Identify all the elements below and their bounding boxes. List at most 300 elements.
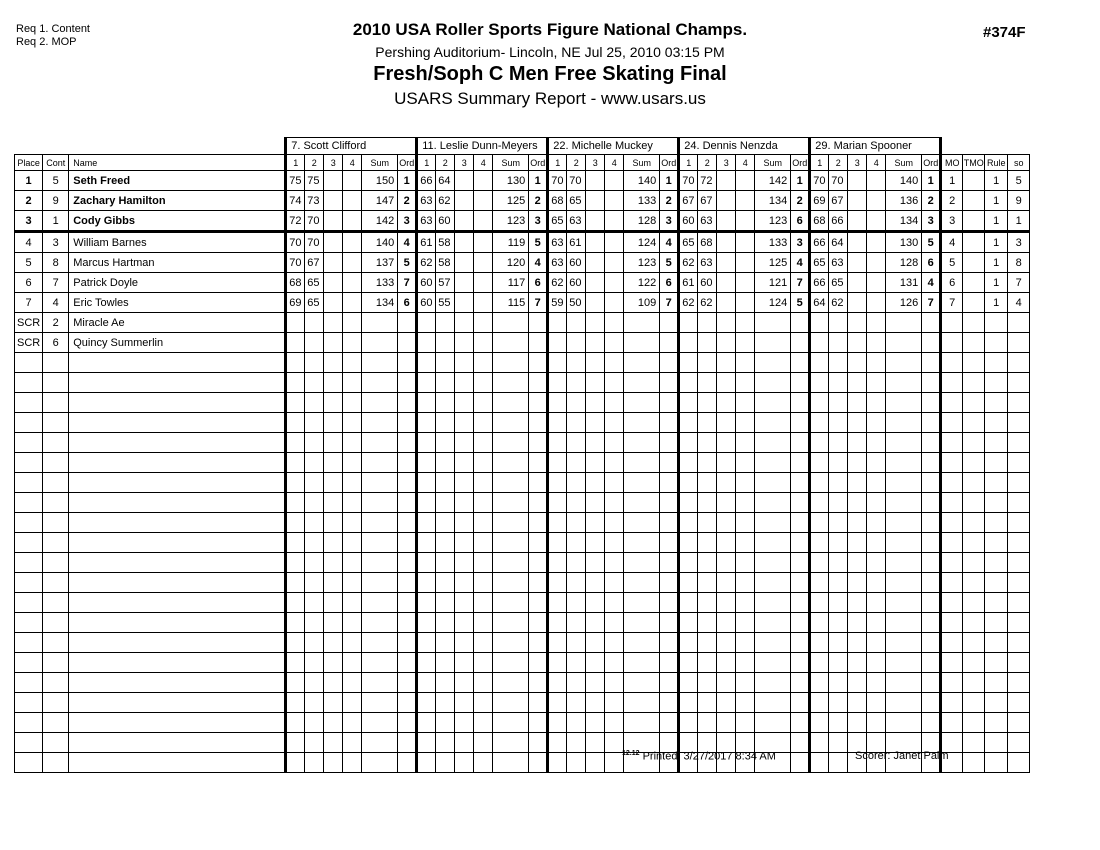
cell-score bbox=[717, 613, 736, 633]
cell-score: 63 bbox=[548, 232, 567, 253]
cell-tmo bbox=[963, 573, 985, 593]
cell-score bbox=[417, 753, 436, 773]
cell-ord bbox=[922, 653, 941, 673]
cell-cont bbox=[43, 653, 69, 673]
cell-score bbox=[474, 273, 493, 293]
cell-score bbox=[605, 273, 624, 293]
cell-score bbox=[286, 673, 305, 693]
cell-score bbox=[867, 373, 886, 393]
cell-score bbox=[286, 453, 305, 473]
cell-score bbox=[474, 333, 493, 353]
cell-score: 63 bbox=[567, 211, 586, 232]
cell-score bbox=[736, 493, 755, 513]
cell-score bbox=[717, 232, 736, 253]
cell-ord bbox=[529, 673, 548, 693]
header-judge-sub-1: 1 bbox=[679, 155, 698, 171]
cell-score bbox=[605, 753, 624, 773]
cell-ord bbox=[660, 313, 679, 333]
cell-score bbox=[286, 473, 305, 493]
cell-score bbox=[586, 633, 605, 653]
cell-rule bbox=[985, 393, 1008, 413]
cell-score bbox=[324, 293, 343, 313]
table-row bbox=[15, 613, 1030, 633]
cell-score: 63 bbox=[829, 253, 848, 273]
cell-rule bbox=[985, 633, 1008, 653]
cell-ord bbox=[529, 593, 548, 613]
cell-cont bbox=[43, 713, 69, 733]
cell-score bbox=[736, 413, 755, 433]
cell-tmo bbox=[963, 693, 985, 713]
cell-score bbox=[867, 313, 886, 333]
cell-rule bbox=[985, 313, 1008, 333]
cell-score bbox=[736, 393, 755, 413]
cell-score bbox=[848, 673, 867, 693]
cell-score bbox=[474, 373, 493, 393]
cell-score: 67 bbox=[305, 253, 324, 273]
cell-score bbox=[736, 453, 755, 473]
cell-score bbox=[474, 493, 493, 513]
cell-score bbox=[567, 613, 586, 633]
cell-mo bbox=[941, 653, 963, 673]
header-judge-sub-ord: Ord bbox=[660, 155, 679, 171]
cell-rule bbox=[985, 353, 1008, 373]
cell-sum bbox=[886, 313, 922, 333]
cell-score bbox=[455, 533, 474, 553]
cell-score: 65 bbox=[679, 232, 698, 253]
cell-score bbox=[567, 633, 586, 653]
cell-sum: 130 bbox=[886, 232, 922, 253]
cell-score bbox=[698, 593, 717, 613]
cell-rule: 1 bbox=[985, 232, 1008, 253]
cell-score bbox=[605, 473, 624, 493]
cell-score bbox=[436, 313, 455, 333]
cell-sum bbox=[362, 413, 398, 433]
cell-score bbox=[717, 693, 736, 713]
cell-place bbox=[15, 553, 43, 573]
cell-so: 8 bbox=[1008, 253, 1030, 273]
cell-score bbox=[474, 433, 493, 453]
cell-rule bbox=[985, 713, 1008, 733]
cell-sum bbox=[493, 753, 529, 773]
cell-sum bbox=[493, 713, 529, 733]
cell-score bbox=[548, 373, 567, 393]
cell-score bbox=[717, 171, 736, 191]
cell-score bbox=[455, 393, 474, 413]
cell-sum bbox=[362, 493, 398, 513]
cell-score bbox=[848, 533, 867, 553]
cell-score: 60 bbox=[417, 293, 436, 313]
cell-mo bbox=[941, 393, 963, 413]
cell-name: Seth Freed bbox=[69, 171, 286, 191]
cell-score bbox=[474, 733, 493, 753]
cell-tmo bbox=[963, 273, 985, 293]
cell-sum bbox=[886, 373, 922, 393]
cell-score bbox=[605, 633, 624, 653]
cell-score bbox=[829, 433, 848, 453]
cell-so bbox=[1008, 493, 1030, 513]
cell-score bbox=[455, 253, 474, 273]
cell-sum bbox=[493, 453, 529, 473]
cell-score bbox=[698, 613, 717, 633]
cell-sum: 147 bbox=[362, 191, 398, 211]
cell-place bbox=[15, 573, 43, 593]
cell-score bbox=[548, 693, 567, 713]
page-title: 2010 USA Roller Sports Figure National Champs. bbox=[352, 20, 748, 39]
cell-ord bbox=[660, 533, 679, 553]
cell-score bbox=[736, 513, 755, 533]
cell-sum bbox=[755, 573, 791, 593]
scorer-line: Scorer: Janet Palm bbox=[855, 750, 949, 762]
cell-score bbox=[810, 393, 829, 413]
cell-place: 5 bbox=[15, 253, 43, 273]
cell-rule bbox=[985, 733, 1008, 753]
cell-score bbox=[679, 693, 698, 713]
cell-sum bbox=[493, 633, 529, 653]
cell-score bbox=[436, 713, 455, 733]
cell-score bbox=[455, 653, 474, 673]
cell-ord bbox=[791, 753, 810, 773]
cell-tmo bbox=[963, 453, 985, 473]
table-row bbox=[15, 573, 1030, 593]
table-row bbox=[15, 333, 1030, 353]
cell-ord: 3 bbox=[922, 211, 941, 232]
cell-score bbox=[343, 191, 362, 211]
cell-score bbox=[474, 713, 493, 733]
cell-score bbox=[736, 633, 755, 653]
cell-score bbox=[548, 533, 567, 553]
header-judge-sub-4: 4 bbox=[736, 155, 755, 171]
cell-score bbox=[586, 413, 605, 433]
cell-score: 65 bbox=[305, 273, 324, 293]
cell-cont bbox=[43, 733, 69, 753]
cell-score bbox=[848, 613, 867, 633]
cell-sum bbox=[362, 713, 398, 733]
cell-score bbox=[829, 753, 848, 773]
cell-ord bbox=[922, 553, 941, 573]
cell-score bbox=[867, 413, 886, 433]
cell-so bbox=[1008, 633, 1030, 653]
cell-score bbox=[567, 513, 586, 533]
cell-cont: 5 bbox=[43, 171, 69, 191]
header-judge-sub-3: 3 bbox=[586, 155, 605, 171]
cell-score bbox=[286, 333, 305, 353]
cell-so bbox=[1008, 573, 1030, 593]
cell-score bbox=[848, 273, 867, 293]
header-judge-sub-sum: Sum bbox=[362, 155, 398, 171]
cell-score bbox=[417, 653, 436, 673]
cell-ord: 1 bbox=[660, 171, 679, 191]
cell-score bbox=[286, 653, 305, 673]
table-row bbox=[15, 232, 1030, 253]
cell-score bbox=[717, 313, 736, 333]
cell-score bbox=[436, 373, 455, 393]
cell-score bbox=[474, 593, 493, 613]
cell-place: 7 bbox=[15, 293, 43, 313]
cell-ord bbox=[529, 633, 548, 653]
cell-score bbox=[698, 693, 717, 713]
cell-ord bbox=[398, 653, 417, 673]
cell-name: Marcus Hartman bbox=[69, 253, 286, 273]
cell-score: 70 bbox=[305, 211, 324, 232]
cell-name: Zachary Hamilton bbox=[69, 191, 286, 211]
cell-score bbox=[736, 373, 755, 393]
header-tmo: TMO bbox=[963, 155, 985, 171]
cell-place: 3 bbox=[15, 211, 43, 232]
cell-mo: 2 bbox=[941, 191, 963, 211]
cell-score bbox=[343, 333, 362, 353]
table-row bbox=[15, 553, 1030, 573]
cell-score bbox=[305, 693, 324, 713]
cell-ord: 5 bbox=[398, 253, 417, 273]
cell-mo: 7 bbox=[941, 293, 963, 313]
cell-cont bbox=[43, 673, 69, 693]
cell-tmo bbox=[963, 211, 985, 232]
cell-so: 5 bbox=[1008, 171, 1030, 191]
table-row bbox=[15, 453, 1030, 473]
cell-score bbox=[455, 513, 474, 533]
cell-score bbox=[810, 573, 829, 593]
cell-score: 65 bbox=[567, 191, 586, 211]
cell-sum bbox=[755, 433, 791, 453]
cell-name bbox=[69, 713, 286, 733]
cell-score bbox=[474, 653, 493, 673]
cell-score bbox=[848, 633, 867, 653]
cell-score bbox=[286, 353, 305, 373]
cell-score bbox=[605, 733, 624, 753]
cell-sum: 140 bbox=[624, 171, 660, 191]
cell-score bbox=[679, 533, 698, 553]
cell-score: 69 bbox=[810, 191, 829, 211]
cell-ord bbox=[529, 493, 548, 513]
cell-score bbox=[343, 413, 362, 433]
cell-so bbox=[1008, 613, 1030, 633]
cell-ord: 3 bbox=[660, 211, 679, 232]
table-row bbox=[15, 513, 1030, 533]
cell-score bbox=[436, 473, 455, 493]
cell-score bbox=[548, 593, 567, 613]
cell-cont bbox=[43, 593, 69, 613]
header-judge-sub-3: 3 bbox=[848, 155, 867, 171]
table-row bbox=[15, 373, 1030, 393]
cell-score bbox=[679, 413, 698, 433]
cell-score bbox=[567, 333, 586, 353]
cell-score bbox=[343, 713, 362, 733]
cell-place bbox=[15, 493, 43, 513]
cell-ord bbox=[791, 673, 810, 693]
cell-tmo bbox=[963, 613, 985, 633]
cell-rule bbox=[985, 613, 1008, 633]
cell-cont bbox=[43, 553, 69, 573]
cell-ord bbox=[529, 713, 548, 733]
judge-name-header: 24. Dennis Nenzda bbox=[679, 138, 810, 155]
cell-score bbox=[867, 593, 886, 613]
cell-score bbox=[436, 613, 455, 633]
table-row bbox=[15, 633, 1030, 653]
cell-mo bbox=[941, 553, 963, 573]
cell-score: 63 bbox=[548, 253, 567, 273]
cell-mo bbox=[941, 453, 963, 473]
cell-ord: 3 bbox=[791, 232, 810, 253]
cell-sum bbox=[493, 553, 529, 573]
cell-ord bbox=[922, 573, 941, 593]
cell-score bbox=[605, 313, 624, 333]
cell-score bbox=[417, 633, 436, 653]
cell-score: 65 bbox=[305, 293, 324, 313]
cell-score bbox=[586, 673, 605, 693]
cell-score bbox=[717, 433, 736, 453]
cell-score bbox=[417, 513, 436, 533]
cell-score bbox=[586, 473, 605, 493]
cell-score bbox=[305, 593, 324, 613]
cell-cont: 2 bbox=[43, 313, 69, 333]
cell-score bbox=[605, 573, 624, 593]
cell-score bbox=[717, 593, 736, 613]
cell-sum: 136 bbox=[886, 191, 922, 211]
cell-ord bbox=[922, 673, 941, 693]
cell-ord bbox=[922, 333, 941, 353]
cell-score bbox=[324, 413, 343, 433]
cell-score bbox=[810, 433, 829, 453]
cell-sum bbox=[755, 453, 791, 473]
cell-ord bbox=[529, 653, 548, 673]
cell-mo bbox=[941, 333, 963, 353]
cell-ord bbox=[398, 533, 417, 553]
cell-score bbox=[436, 593, 455, 613]
cell-score: 63 bbox=[417, 191, 436, 211]
cell-score bbox=[829, 493, 848, 513]
cell-place bbox=[15, 653, 43, 673]
cell-ord bbox=[660, 433, 679, 453]
header-judge-sub-4: 4 bbox=[605, 155, 624, 171]
cell-ord bbox=[791, 453, 810, 473]
cell-tmo bbox=[963, 171, 985, 191]
cell-score bbox=[305, 533, 324, 553]
cell-score bbox=[679, 373, 698, 393]
cell-mo bbox=[941, 693, 963, 713]
cell-score bbox=[736, 273, 755, 293]
cell-ord bbox=[660, 553, 679, 573]
cell-score bbox=[829, 353, 848, 373]
cell-sum bbox=[886, 413, 922, 433]
cell-rule bbox=[985, 593, 1008, 613]
cell-score: 70 bbox=[810, 171, 829, 191]
cell-ord bbox=[529, 433, 548, 453]
cell-cont: 9 bbox=[43, 191, 69, 211]
cell-place bbox=[15, 693, 43, 713]
cell-place: SCR bbox=[15, 333, 43, 353]
cell-sum bbox=[624, 553, 660, 573]
cell-mo bbox=[941, 413, 963, 433]
cell-sum bbox=[755, 693, 791, 713]
cell-sum bbox=[624, 613, 660, 633]
cell-so: 1 bbox=[1008, 211, 1030, 232]
cell-name bbox=[69, 553, 286, 573]
header-name: Name bbox=[69, 155, 286, 171]
cell-score bbox=[343, 573, 362, 593]
cell-mo bbox=[941, 713, 963, 733]
cell-sum: 121 bbox=[755, 273, 791, 293]
cell-ord bbox=[791, 353, 810, 373]
cell-score bbox=[829, 693, 848, 713]
cell-sum bbox=[493, 693, 529, 713]
cell-sum bbox=[755, 613, 791, 633]
cell-score bbox=[286, 413, 305, 433]
header-judge-sub-ord: Ord bbox=[398, 155, 417, 171]
cell-score bbox=[586, 353, 605, 373]
cell-ord: 5 bbox=[660, 253, 679, 273]
cell-score bbox=[736, 693, 755, 713]
header-judge-sub-ord: Ord bbox=[529, 155, 548, 171]
cell-score bbox=[324, 253, 343, 273]
cell-rule: 1 bbox=[985, 293, 1008, 313]
cell-score bbox=[324, 333, 343, 353]
cell-ord bbox=[660, 653, 679, 673]
cell-ord: 3 bbox=[529, 211, 548, 232]
cell-so bbox=[1008, 393, 1030, 413]
cell-sum bbox=[362, 653, 398, 673]
cell-score bbox=[810, 313, 829, 333]
cell-ord: 4 bbox=[398, 232, 417, 253]
cell-score bbox=[605, 333, 624, 353]
cell-score: 65 bbox=[829, 273, 848, 293]
cell-score bbox=[605, 232, 624, 253]
cell-ord bbox=[398, 373, 417, 393]
cell-rule bbox=[985, 493, 1008, 513]
cell-cont: 8 bbox=[43, 253, 69, 273]
cell-sum bbox=[624, 513, 660, 533]
cell-score bbox=[586, 533, 605, 553]
cell-ord: 4 bbox=[922, 273, 941, 293]
cell-ord bbox=[660, 693, 679, 713]
cell-score bbox=[848, 232, 867, 253]
cell-sum bbox=[362, 573, 398, 593]
cell-sum bbox=[886, 393, 922, 413]
cell-score bbox=[848, 293, 867, 313]
cell-so bbox=[1008, 733, 1030, 753]
cell-score bbox=[417, 673, 436, 693]
cell-score bbox=[810, 353, 829, 373]
cell-sum bbox=[493, 673, 529, 693]
cell-score bbox=[810, 493, 829, 513]
cell-score bbox=[324, 593, 343, 613]
cell-score bbox=[586, 653, 605, 673]
cell-score bbox=[810, 333, 829, 353]
cell-place bbox=[15, 733, 43, 753]
cell-sum bbox=[362, 393, 398, 413]
cell-score bbox=[717, 553, 736, 573]
cell-mo: 3 bbox=[941, 211, 963, 232]
cell-sum: 125 bbox=[493, 191, 529, 211]
cell-sum bbox=[493, 593, 529, 613]
cell-ord bbox=[791, 633, 810, 653]
cell-ord bbox=[398, 353, 417, 373]
cell-tmo bbox=[963, 753, 985, 773]
cell-score bbox=[867, 433, 886, 453]
cell-score bbox=[286, 373, 305, 393]
cell-score bbox=[455, 673, 474, 693]
cell-sum: 109 bbox=[624, 293, 660, 313]
cell-tmo bbox=[963, 353, 985, 373]
cell-score bbox=[867, 191, 886, 211]
cell-score bbox=[343, 373, 362, 393]
cell-score: 68 bbox=[548, 191, 567, 211]
cell-score bbox=[848, 211, 867, 232]
cell-score bbox=[417, 353, 436, 373]
cell-score bbox=[567, 473, 586, 493]
cell-rule: 1 bbox=[985, 211, 1008, 232]
cell-score: 61 bbox=[417, 232, 436, 253]
cell-score bbox=[324, 433, 343, 453]
